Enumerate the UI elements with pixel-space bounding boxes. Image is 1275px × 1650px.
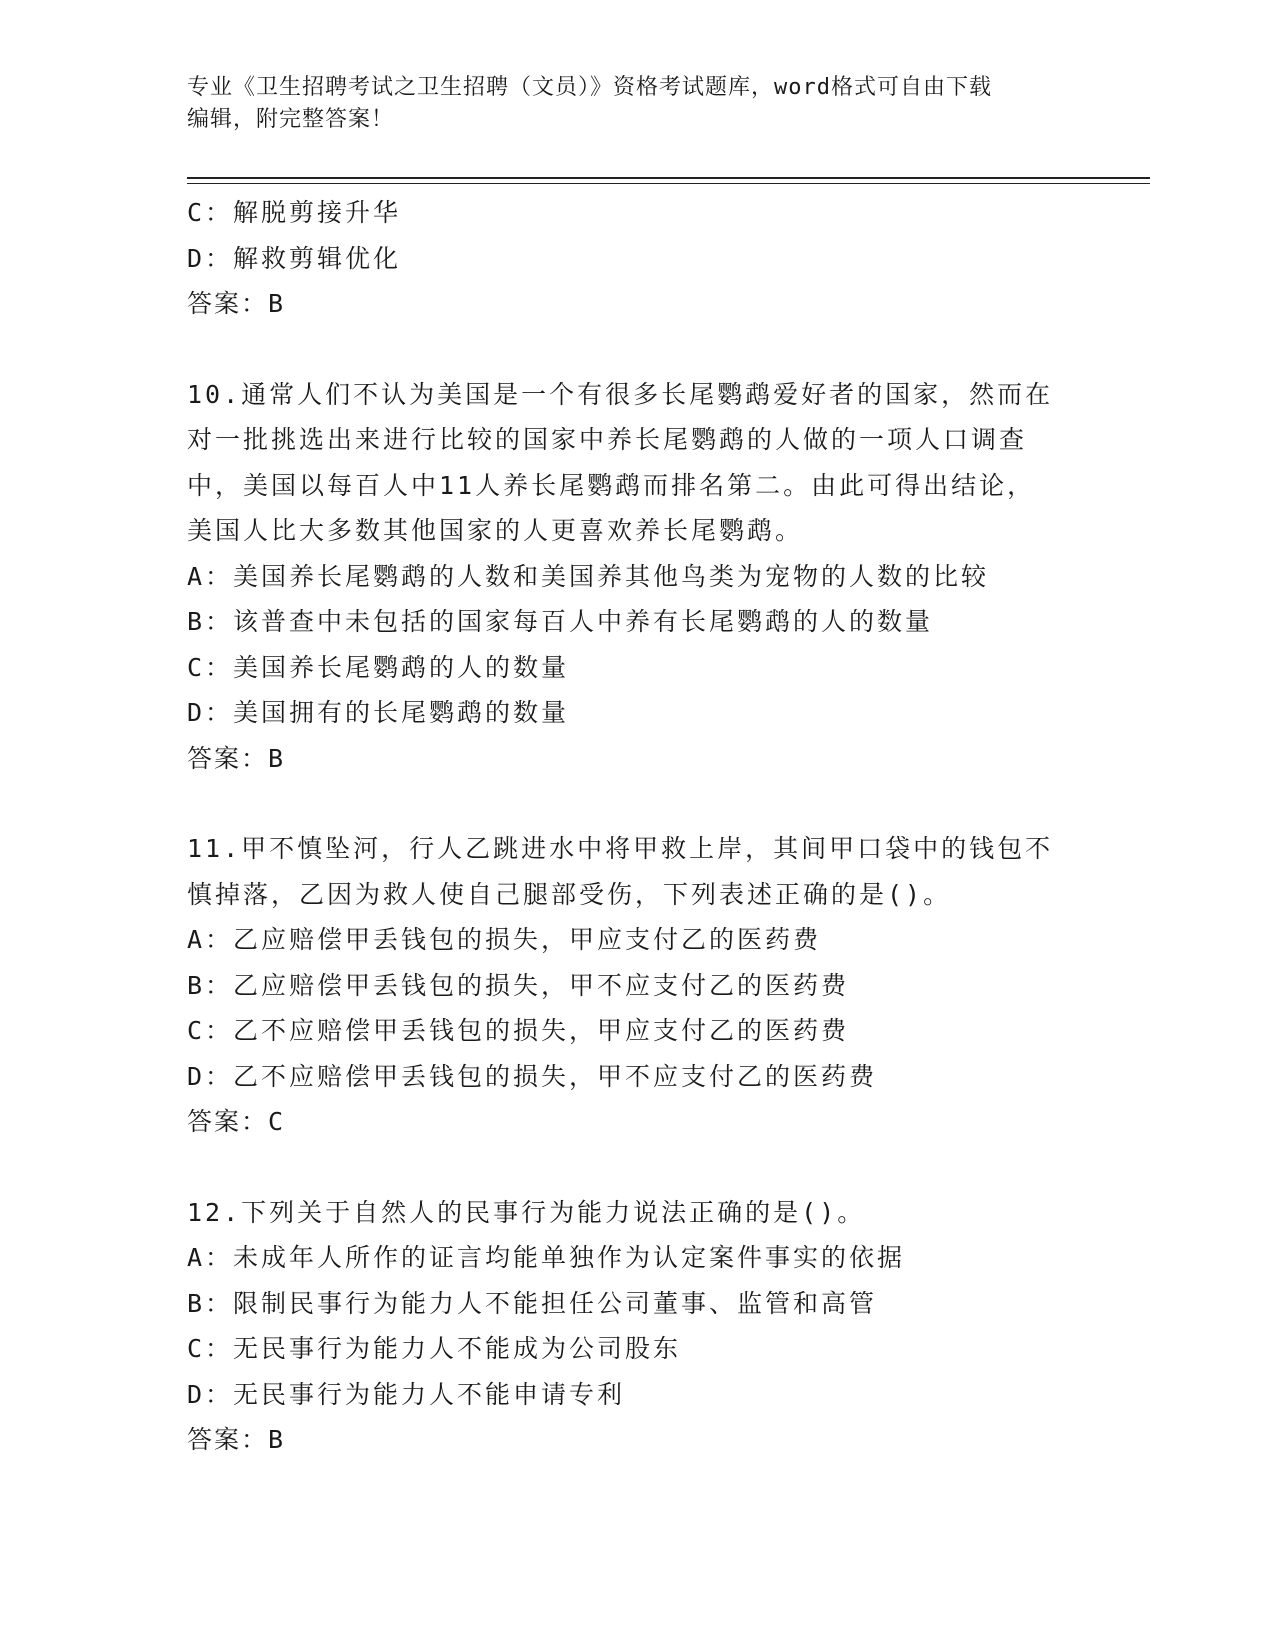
question-stem-line: 慎掉落，乙因为救人使自己腿部受伤，下列表述正确的是()。	[187, 879, 952, 909]
option-c: C：无民事行为能力人不能成为公司股东	[187, 1334, 682, 1363]
header-divider-thick	[187, 177, 1150, 179]
document-header	[187, 72, 1067, 136]
option-d: D：乙不应赔偿甲丢钱包的损失，甲不应支付乙的医药费	[187, 1061, 878, 1091]
option-b: B：乙应赔偿甲丢钱包的损失，甲不应支付乙的医药费	[187, 970, 850, 1000]
option-b: B：该普查中未包括的国家每百人中养有长尾鹦鹉的人的数量	[187, 607, 934, 636]
option-d: D：解救剪辑优化	[187, 243, 402, 273]
question-stem-line: 中，美国以每百人中11人养长尾鹦鹉而排名第二。由此可得出结论，	[187, 470, 1036, 500]
previous-question-tail	[187, 190, 1087, 327]
answer-line: 答案：B	[187, 743, 286, 773]
question-11	[187, 826, 1087, 1145]
option-c: C：乙不应赔偿甲丢钱包的损失，甲应支付乙的医药费	[187, 1016, 850, 1045]
option-a: A：美国养长尾鹦鹉的人数和美国养其他鸟类为宠物的人数的比较	[187, 561, 990, 591]
question-stem-line: 11.甲不慎坠河，行人乙跳进水中将甲救上岸，其间甲口袋中的钱包不	[187, 834, 1054, 863]
option-c: C：美国养长尾鹦鹉的人的数量	[187, 652, 570, 682]
question-12	[187, 1190, 1087, 1463]
option-d: D：美国拥有的长尾鹦鹉的数量	[187, 698, 570, 727]
header-divider-thin	[187, 183, 1150, 184]
option-d: D：无民事行为能力人不能申请专利	[187, 1379, 626, 1409]
question-stem-line: 对一批挑选出来进行比较的国家中养长尾鹦鹉的人做的一项人口调查	[187, 425, 1028, 454]
answer-line: 答案：C	[187, 1107, 286, 1136]
header-line-2: 编辑，附完整答案！	[187, 107, 395, 132]
answer-line: 答案：B	[187, 1425, 286, 1454]
option-b: B：限制民事行为能力人不能担任公司董事、监管和高管	[187, 1288, 878, 1318]
question-stem-line: 10.通常人们不认为美国是一个有很多长尾鹦鹉爱好者的国家，然而在	[187, 379, 1054, 409]
header-line-1: 专业《卫生招聘考试之卫生招聘（文员）》资格考试题库，word格式可自由下载	[187, 75, 992, 100]
question-stem-line: 美国人比大多数其他国家的人更喜欢养长尾鹦鹉。	[187, 516, 804, 545]
question-10	[187, 372, 1087, 782]
answer-line: 答案：B	[187, 289, 286, 318]
question-list	[187, 190, 1087, 1463]
option-c: C：解脱剪接升华	[187, 198, 402, 227]
option-a: A：未成年人所作的证言均能单独作为认定案件事实的依据	[187, 1243, 906, 1272]
question-stem-line: 12.下列关于自然人的民事行为能力说法正确的是()。	[187, 1197, 866, 1227]
option-a: A：乙应赔偿甲丢钱包的损失，甲应支付乙的医药费	[187, 925, 822, 954]
